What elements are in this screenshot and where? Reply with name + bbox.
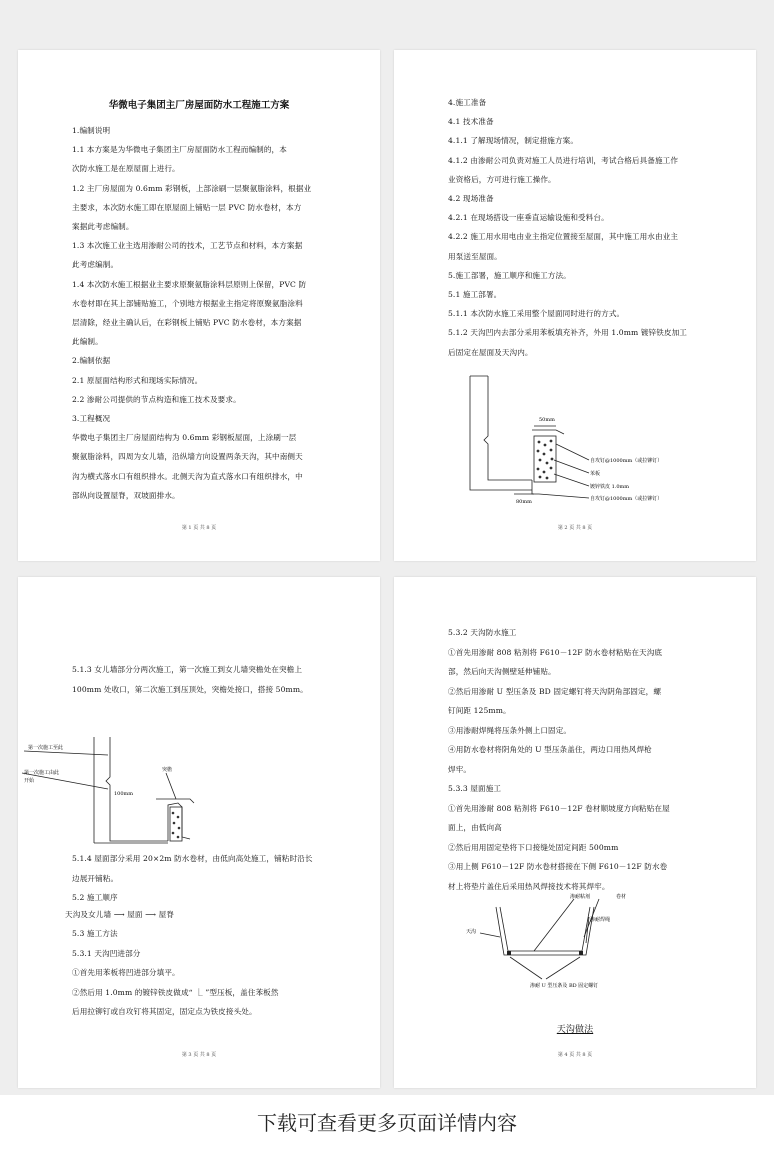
text-line: 2.编制依据 (72, 356, 111, 366)
text-line: 次防水施工是在原屋面上进行。 (72, 164, 180, 174)
text-line: ②然后用用固定垫将下口接缝处固定间距 500mm (448, 842, 619, 852)
text-line: 1.3 本次施工业主选用渗耐公司的技术，工艺节点和材料，本方案据 (72, 241, 303, 251)
text-line: 部纵向设置屋脊，双坡面排水。 (72, 490, 180, 500)
strip-label: 渗耐 U 型压条及 BD 固定螺钉 (530, 983, 599, 989)
sequence-step-1: 天沟及女儿墙 (65, 910, 112, 919)
text-line: 后固定在屋面及天沟内。 (448, 347, 533, 357)
arrow-right-icon: ⟶ (113, 910, 125, 919)
text-line: 5.1.3 女儿墙部分分两次施工，第一次施工到女儿墙突檐处在突檐上 (72, 665, 303, 674)
text-line: 层清除，经业主确认后，在彩钢板上铺贴 PVC 防水卷材，本方案据 (72, 318, 302, 327)
text-line: 5.1.2 天沟凹内去部分采用苯板填充补齐，外用 1.0mm 镀锌铁皮加工 (448, 328, 687, 338)
eave-label: 突檐 (162, 767, 173, 773)
text-line: ②然后用 1.0mm 的镀锌铁皮做成“ ⎿ ”型压板，盖住苯板然 (72, 987, 279, 997)
page-3-footer: 第 3 页 共 8 页 (181, 1052, 217, 1058)
sheet-label: 镀锌铁皮 1.0mm (590, 484, 630, 490)
text-line: 部，然后向天沟侧壁延伸铺贴。 (448, 667, 556, 676)
text-line: 5.3.2 天沟防水施工 (448, 628, 517, 637)
text-line: ④用防水卷材将阴角处的 U 型压条盖住，两边口用热风焊枪 (448, 745, 652, 754)
document-page-1 (18, 50, 380, 561)
adhesive-label: 渗耐粘剂 (570, 894, 591, 900)
text-line: 5.3 施工方法 (72, 929, 118, 938)
page-2-footer: 第 2 页 共 8 页 (557, 525, 593, 531)
text-line: 4.1.1 了解现场情况，制定措施方案。 (448, 136, 579, 146)
dim-100-label: 100mm (114, 791, 134, 797)
text-line: ①首先用渗耐 808 粘剂将 F610－12F 卷材顺坡度方向粘贴在屋 (448, 803, 670, 813)
weld-rope-label: 渗耐焊绳 (590, 917, 611, 923)
text-line: 用泵送至屋面。 (448, 251, 502, 261)
text-line: 此编制。 (72, 337, 103, 347)
text-line: 1.编制说明 (72, 126, 111, 135)
text-line: 5.1.4 屋面部分采用 20×2m 防水卷材，由低向高处施工，铺粘时沿长 (72, 854, 313, 863)
text-line: 4.2.1 在现场搭设一座垂直运输设施和受料台。 (448, 213, 609, 223)
text-line: 钉间距 125mm。 (448, 706, 511, 715)
download-banner[interactable]: 下载可查看更多页面详情内容 (0, 1095, 774, 1168)
text-line: 后用拉铆钉或自攻钉将其固定，固定点为铁皮接头处。 (72, 1007, 257, 1016)
text-line: 4.1.2 由渗耐公司负责对施工人员进行培训，考试合格后具备施工作 (448, 155, 679, 165)
text-line: 5.3.1 天沟凹进部分 (72, 948, 141, 958)
document-page-3 (18, 577, 380, 1088)
text-line: ③用渗耐焊绳将压条外侧上口固定。 (448, 725, 572, 735)
sequence-step-2: 屋面 (127, 910, 143, 919)
screw-bottom-label: 自攻钉@1000mm（或拉铆钉） (590, 496, 663, 502)
text-line: 主要求，本次防水施工即在原屋面上铺贴一层 PVC 防水卷材，本方 (72, 202, 302, 212)
text-line: ②然后用渗耐 U 型压条及 BD 固定螺钉将天沟阴角部固定，螺 (448, 686, 662, 696)
construction-sequence (65, 909, 174, 920)
text-line: 2.2 渗耐公司提供的节点构造和施工技术及要求。 (72, 394, 241, 404)
text-line: 5.1.1 本次防水施工采用整个屋面同时进行的方式。 (448, 309, 625, 319)
gutter-label: 天沟 (466, 929, 477, 935)
screw-top-label: 自攻钉@1000mm（或拉铆钉） (590, 458, 663, 464)
first-start-label-2: 开始 (24, 778, 35, 784)
text-line: 5.2 施工顺序 (72, 893, 118, 902)
text-line: 此考虑编制。 (72, 260, 119, 270)
text-line: 100mm 处收口，第二次施工到压顶处，突檐处接口，搭接 50mm。 (72, 684, 308, 694)
text-line: ①首先用渗耐 808 粘剂将 F610－12F 防水卷材粘贴在天沟底 (448, 647, 663, 657)
first-start-label-1: 第一次施工由此 (24, 770, 60, 776)
page-4-footer: 第 4 页 共 8 页 (557, 1052, 593, 1058)
dim-top-label: 50mm (539, 417, 555, 423)
text-line: 聚氨脂涂料，四周为女儿墙，沿纵墙方向设置两条天沟，其中南侧天 (72, 452, 303, 462)
text-line: 案据此考虑编制。 (72, 222, 134, 231)
text-line: ①首先用苯板将凹进部分填平。 (72, 968, 180, 977)
text-line: 3.工程概况 (72, 414, 111, 423)
text-line: 4.2 现场准备 (448, 194, 494, 203)
text-line: 材上将垫片盖住后采用热风焊接技术将其焊牢。 (448, 881, 610, 891)
text-line: 4.施工准备 (448, 98, 487, 107)
text-line: 华微电子集团主厂房屋面结构为 0.6mm 彩钢板屋面，上涂刷一层 (72, 433, 297, 443)
document-page-2 (394, 50, 756, 561)
first-end-label: 第一次施工至此 (28, 745, 64, 751)
text-line: 5.1 施工部署。 (448, 290, 502, 299)
arrow-right-icon: ⟶ (145, 910, 157, 919)
text-line: 边展开铺粘。 (72, 873, 119, 883)
text-line: 业资格后，方可进行施工操作。 (448, 174, 556, 184)
membrane-label: 卷材 (616, 894, 627, 900)
gutter-waterproof-diagram (394, 577, 756, 1088)
gutter-fill-diagram (394, 50, 756, 561)
dim-bottom-label: 80mm (516, 499, 532, 505)
text-line: 5.3.3 屋面施工 (448, 784, 502, 793)
text-line: 1.2 主厂房屋面为 0.6mm 彩钢板，上部涂刷一层聚氨脂涂料，根据业 (72, 183, 312, 193)
document-title: 华微电子集团主厂房屋面防水工程施工方案 (108, 100, 290, 111)
text-line: 面上，由低向高 (448, 823, 502, 832)
text-line: ③用上侧 F610－12F 防水卷材搭接在下侧 F610－12F 防水卷 (448, 862, 668, 871)
text-line: 4.1 技术准备 (448, 117, 494, 127)
text-line: 1.1 本方案是为华微电子集团主厂房屋面防水工程而编制的，本 (72, 145, 287, 155)
text-line: 沟为横式落水口有组织排水。北侧天沟为直式落水口有组织排水，中 (72, 471, 303, 481)
text-line: 焊牢。 (448, 764, 472, 774)
diagram-caption: 天沟做法 (556, 1025, 594, 1035)
text-line: 5.施工部署，施工顺序和施工方法。 (448, 270, 571, 280)
sequence-step-3: 屋脊 (158, 910, 175, 919)
text-line: 2.1 原屋面结构形式和现场实际情况。 (72, 375, 203, 385)
text-line: 1.4 本次防水施工根据业主要求原聚氨脂涂料层原则上保留，PVC 防 (72, 279, 307, 289)
text-line: 4.2.2 施工用水用电由业主指定位置接至屋面，其中施工用水由业主 (448, 232, 679, 242)
document-page-4 (394, 577, 756, 1088)
page-1-footer: 第 1 页 共 8 页 (181, 525, 217, 531)
text-line: 水卷材即在其上部铺贴施工，个别地方根据业主指定将原聚氨脂涂料 (72, 298, 303, 308)
board-label: 苯板 (590, 471, 601, 477)
